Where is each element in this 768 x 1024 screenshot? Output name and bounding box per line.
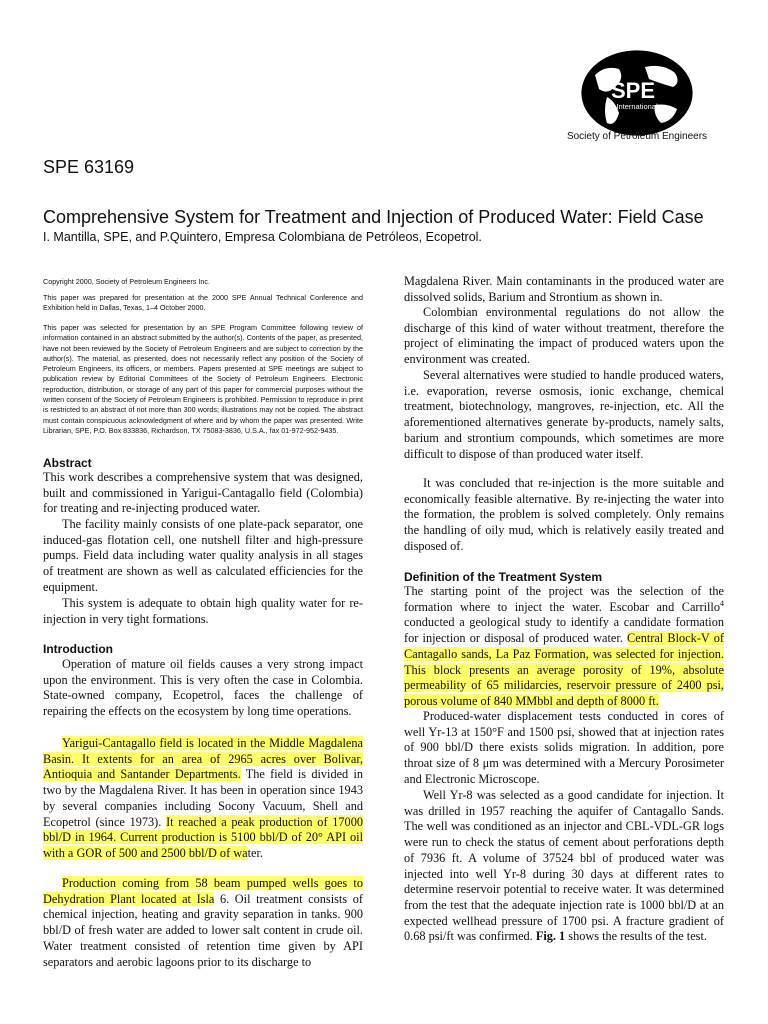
reference-marker: 4: [720, 598, 724, 608]
right-para-2: Several alternatives were studied to handle produced waters, i.e. evaporation, reverse osmosis, ionic exchange, chemical treatment, biotechnology, mangroves, re-injection, etc. All the aforementioned alternatives generate by-products, namely salts, barium and strontium compounds, which sometimes are more difficult to dispose of than produced water itself.: [404, 368, 724, 461]
introduction-heading: Introduction: [43, 642, 113, 656]
presentation-note: This paper was prepared for presentation at the 2000 SPE Annual Technical Conference and Exhibition held in Dallas, Texas, 1–4 October 2000.: [43, 293, 363, 313]
highlight-location: Yarigui-Cantagallo field is located in the Middle Magdalena Basin. It extents for an area of 2965 acres over Bolivar, Antioquia and Santander Departments.: [43, 736, 363, 782]
highlight-selection: Central Block-V of Cantagallo sands, La Paz Formation, was selected for injection.: [404, 631, 724, 661]
logo-brand: SPE: [610, 78, 656, 103]
copyright-line: Copyright 2000, Society of Petroleum Engineers Inc.: [43, 277, 211, 286]
abstract-para-2: The facility mainly consists of one plate-pack separator, one induced-gas flotation cell, one nutshell filter and high-pressure pumps. Field data including water quality analysis in all stages of treatment are shown as well as calculated efficiencies for the equipment.: [43, 517, 363, 594]
highlight-dehydration: Production coming from 58 beam pumped wells goes to Dehydration Plant located at Isla: [43, 876, 363, 906]
right-para-1: Colombian environmental regulations do not allow the discharge of this kind of water without treatment, therefore the project of eliminating the impact of produced waters upon the environment was created.: [404, 305, 724, 367]
treatment-para-1: The starting point of the project was the selection of the formation where to inject the water. Escobar and Carrillo$^4$ conducted a geological study to identify a candidate formation for injection or disposal of produced water. Central Block-V of Cantagallo sands, La Paz Formation, was selected for injection. This block presents an average porosity of 19%, absolute permeability of 65 milidarcies, reservoir pressure of 2400 psi, porous volume of 840 MMbbl and depth of 8000 ft.: [404, 584, 724, 708]
highlight-production: It reached a peak production of 17000 bbl/D in 1964. Current production is 5100 bbl/D of 20° API oil with a GOR of 500 and 2500 bbl/D of wa: [43, 814, 363, 860]
review-notice: This paper was selected for presentation by an SPE Program Committee following review of information contained in an abstract submitted by the author(s). Contents of the paper, as presented, have not been reviewed by the Society of Petroleum Engineers and are subject to correction by the author(s). The material, as presented, does not necessarily reflect any position of the Society of Petroleum Engineers, its officers, or members. Papers presented at SPE meetings are subject to publication review by Editorial Committees of the Society of Petroleum Engineers. Electronic reproduction, distribution, or storage of any part of this paper for commercial purposes without the written consent of the Society of Petroleum Engineers is prohibited. Permission to reproduce in print is restricted to an abstract of not more than 300 words; illustrations may not be copied. The abstract must contain conspicuous acknowledgment of where and by whom the paper was presented. Write Librarian, SPE, P.O. Box 833836, Richardson, TX 75083-3836, U.S.A., fax 01-972-952-9435.: [43, 323, 363, 435]
figure-reference: Fig. 1: [535, 929, 566, 944]
treatment-heading: Definition of the Treatment System: [404, 570, 603, 584]
intro-para-1: Operation of mature oil fields causes a very strong impact upon the environment. This is very often the case in Colombia. State-owned company, Ecopetrol, faces the challenge of repairing the effects on the ecosystem by long time operations.: [43, 657, 363, 719]
treatment-para-2: Produced-water displacement tests conducted in cores of well Yr-13 at 150°F and 1500 psi, showed that at injection rates of 900 bbl/D there exists solids migration. In addition, pore throat size of 8 μm was determined with a Mercury Porosimeter and Electronic Microscope.: [404, 709, 724, 786]
right-para-3: It was concluded that re-injection is the more suitable and economically feasible alternative. By re-injecting the water into the formation, the problem is solved completely. Only remains the handling of oily mud, which is relatively easily treated and disposed of.: [404, 476, 724, 553]
intro-para-3: Production coming from 58 beam pumped wells goes to Dehydration Plant located at Isla 6. Oil treatment consists of chemical injection, heating and gravity separation in tanks. 900 bbl/D of fresh water are added to lower salt content in crude oil. Water treatment consisted of retention time given by API separators and aerobic lagoons prior to its discharge to: [43, 876, 363, 969]
authors: I. Mantilla, SPE, and P.Quintero, Empresa Colombiana de Petróleos, Ecopetrol.: [43, 230, 482, 244]
treatment-para-3: Well Yr-8 was selected as a good candidate for injection. It was drilled in 1957 reaching the aquifer of Cantagallo Sands. The well was conditioned as an injector and CBL-VDL-GR logs were run to check the status of cement about perforations depth of 7936 ft. A volume of 37524 bbl of produced water was injected into well Yr-8 during 30 days at different rates to determine reservoir potential to receive water. It was determined from the test that the adequate injection rate is 1000 bbl/D at an expected wellhead pressure of 1700 psi. A fracture gradient of 0.68 psi/ft was confirmed. Fig. 1 shows the results of the test.: [404, 788, 724, 944]
logo-caption: Society of Petroleum Engineers: [566, 131, 708, 142]
intro-para-2: Yarigui-Cantagallo field is located in the Middle Magdalena Basin. It extents for an area of 2965 acres over Bolivar, Antioquia and Santander Departments. The field is divided in two by the Magdalena River. It has been in operation since 1943 by several companies including Socony Vacuum, Shell and Ecopetrol (since 1973). It reached a peak production of 17000 bbl/D in 1964. Current production is 5100 bbl/D of 20° API oil with a GOR of 500 and 2500 bbl/D of water.: [43, 736, 364, 860]
abstract-para-3: This system is adequate to obtain high quality water for re-injection in very tight formations.: [43, 596, 363, 626]
right-para-0: Magdalena River. Main contaminants in the produced water are dissolved solids, Barium and Strontium as shown in.: [404, 274, 724, 304]
abstract-heading: Abstract: [43, 456, 92, 470]
highlight-properties: This block presents an average porosity of 19%, absolute permeability of 65 milidarcies, reservoir pressure of 2400 psi, porous volume of 840 MMbbl and depth of 8000 ft.: [404, 662, 724, 708]
paper-number: SPE 63169: [43, 157, 135, 177]
paper-title: Comprehensive System for Treatment and Injection of Produced Water: Field Case: [43, 207, 704, 227]
logo-sub: International: [616, 102, 658, 111]
abstract-para-1: This work describes a comprehensive system that was designed, built and commissioned in Yarigui-Cantagallo field (Colombia) for treating and re-injecting produced water.: [43, 470, 363, 516]
